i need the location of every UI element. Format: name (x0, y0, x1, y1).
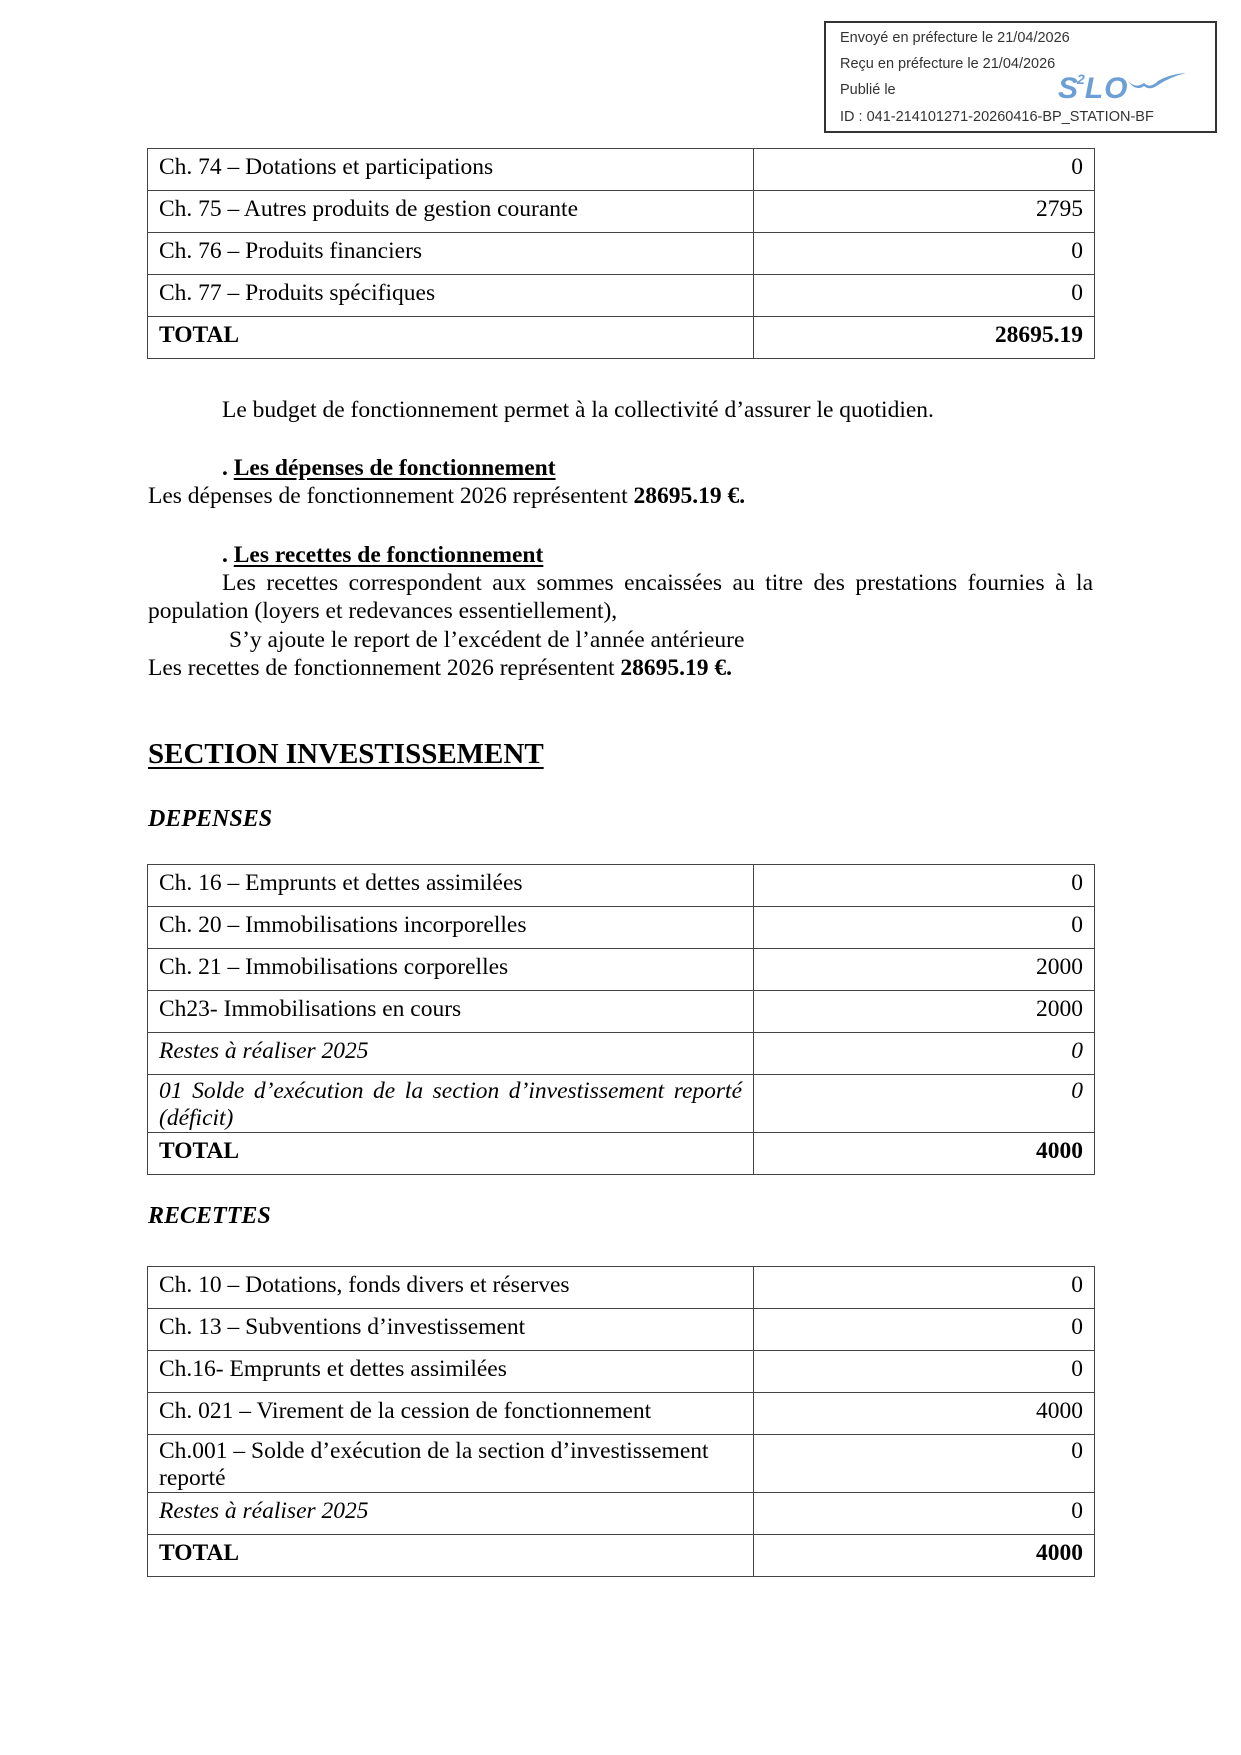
row-label: Ch.001 – Solde d’exécution de la section d’investissement reporté (148, 1435, 754, 1493)
table-row (148, 865, 1095, 907)
row-label: Ch23- Immobilisations en cours (148, 991, 754, 1033)
recettes-sentence: Les recettes de fonctionnement 2026 représentent (148, 655, 621, 681)
fonctionnement-recettes-table (147, 148, 1095, 359)
table-row (148, 907, 1095, 949)
table-row (148, 149, 1095, 191)
table-row (148, 191, 1095, 233)
recettes-heading-text: Les recettes de fonctionnement (233, 542, 544, 568)
table-row (148, 949, 1095, 991)
logo-lo: LO (1084, 72, 1129, 105)
row-label: 01 Solde d’exécution de la section d’investissement reporté (déficit) (148, 1075, 754, 1133)
row-label: Restes à réaliser 2025 (148, 1033, 754, 1075)
total-row (148, 317, 1095, 359)
intro-paragraph: Le budget de fonctionnement permet à la collectivité d’assurer le quotidien. (222, 397, 934, 423)
row-label: Ch.16- Emprunts et dettes assimilées (148, 1351, 754, 1393)
row-label: Ch. 021 – Virement de la cession de fonctionnement (148, 1393, 754, 1435)
recettes-heading (222, 541, 543, 569)
row-label: Ch. 16 – Emprunts et dettes assimilées (148, 865, 754, 907)
total-row (148, 1133, 1095, 1175)
total-value: 4000 (754, 1133, 1095, 1175)
checkmark-swoosh-icon (1126, 71, 1188, 93)
prefecture-stamp (824, 21, 1217, 133)
recettes-paragraph-line3: S’y ajoute le report de l’excédent de l’année antérieure (229, 627, 745, 653)
s2lo-logo-icon (1058, 61, 1188, 105)
table-row (148, 1435, 1095, 1493)
total-row (148, 1535, 1095, 1577)
total-value: 4000 (754, 1535, 1095, 1577)
stamp-published: Publié le (840, 82, 896, 98)
stamp-received-date: Reçu en préfecture le 21/04/2026 (840, 56, 1056, 72)
logo-sup: 2 (1077, 71, 1086, 87)
recettes-summary (148, 654, 732, 682)
section-investissement-title: SECTION INVESTISSEMENT (148, 738, 544, 770)
depenses-summary (148, 482, 745, 510)
investissement-depenses-table (147, 864, 1095, 1175)
table-row (148, 1493, 1095, 1535)
row-value: 0 (754, 865, 1095, 907)
table-row (148, 233, 1095, 275)
row-value: 0 (754, 1309, 1095, 1351)
depenses-title: DEPENSES (148, 806, 273, 832)
row-value: 0 (754, 149, 1095, 191)
recettes-paragraph-line2: population (loyers et redevances essentiellement), (148, 598, 618, 624)
row-value: 2795 (754, 191, 1095, 233)
row-value: 0 (754, 233, 1095, 275)
table-row (148, 1309, 1095, 1351)
row-label: Ch. 20 – Immobilisations incorporelles (148, 907, 754, 949)
row-value: 2000 (754, 991, 1095, 1033)
row-label: Ch. 75 – Autres produits de gestion courante (148, 191, 754, 233)
table-row (148, 991, 1095, 1033)
stamp-id: ID : 041-214101271-20260416-BP_STATION-BF (840, 109, 1154, 125)
row-value: 0 (754, 275, 1095, 317)
row-label: Ch. 77 – Produits spécifiques (148, 275, 754, 317)
logo-s: S (1058, 72, 1080, 105)
stamp-sent-date: Envoyé en préfecture le 21/04/2026 (840, 30, 1070, 46)
recettes-title: RECETTES (148, 1203, 271, 1229)
row-value: 4000 (754, 1393, 1095, 1435)
depenses-heading-text: Les dépenses de fonctionnement (233, 455, 556, 481)
table-row (148, 1267, 1095, 1309)
total-label: TOTAL (148, 1535, 754, 1577)
heading-bullet: . (222, 455, 234, 481)
total-label: TOTAL (148, 1133, 754, 1175)
investissement-recettes-table (147, 1266, 1095, 1577)
row-label: Ch. 21 – Immobilisations corporelles (148, 949, 754, 991)
row-value: 0 (754, 1351, 1095, 1393)
depenses-sentence: Les dépenses de fonctionnement 2026 représentent (148, 483, 634, 509)
heading-bullet: . (222, 542, 234, 568)
row-label: Restes à réaliser 2025 (148, 1493, 754, 1535)
depenses-heading (222, 454, 556, 482)
row-value: 0 (754, 907, 1095, 949)
row-value: 0 (754, 1267, 1095, 1309)
table-row (148, 1393, 1095, 1435)
row-value: 0 (754, 1075, 1095, 1133)
row-label: Ch. 76 – Produits financiers (148, 233, 754, 275)
row-value: 0 (754, 1435, 1095, 1493)
row-value: 2000 (754, 949, 1095, 991)
table-row (148, 1033, 1095, 1075)
row-label: Ch. 13 – Subventions d’investissement (148, 1309, 754, 1351)
total-label: TOTAL (148, 317, 754, 359)
total-value: 28695.19 (754, 317, 1095, 359)
table-row (148, 275, 1095, 317)
recettes-amount: 28695.19 €. (620, 655, 733, 681)
row-label: Ch. 10 – Dotations, fonds divers et réserves (148, 1267, 754, 1309)
table-row (148, 1351, 1095, 1393)
depenses-amount: 28695.19 €. (633, 483, 746, 509)
row-label: Ch. 74 – Dotations et participations (148, 149, 754, 191)
row-value: 0 (754, 1033, 1095, 1075)
row-value: 0 (754, 1493, 1095, 1535)
table-row (148, 1075, 1095, 1133)
recettes-paragraph-line1: Les recettes correspondent aux sommes encaissées au titre des prestations fournies à la (222, 570, 1093, 596)
